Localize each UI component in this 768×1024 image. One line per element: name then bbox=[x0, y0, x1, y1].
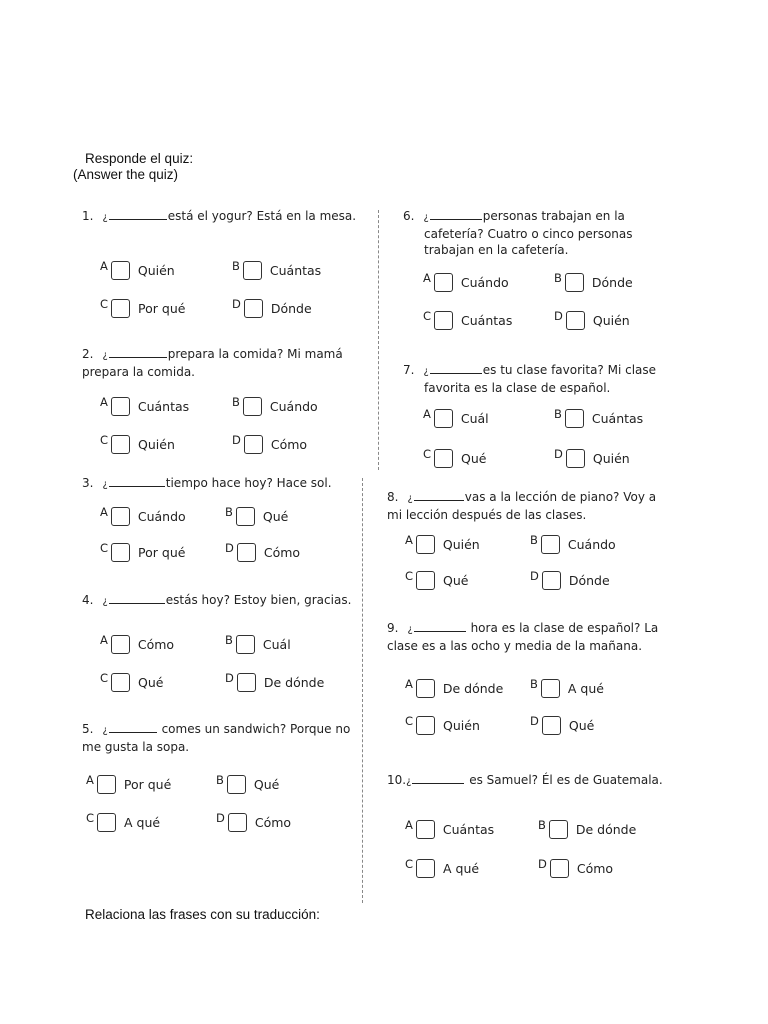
option-label: Cuántas bbox=[591, 410, 644, 426]
question-number: 6. bbox=[403, 209, 415, 223]
option-label: Qué bbox=[262, 508, 289, 524]
question-2 bbox=[82, 346, 372, 380]
answer-checkbox[interactable] bbox=[236, 507, 255, 526]
option-letter: B bbox=[225, 505, 233, 519]
question-text-line1: prepara la comida? Mi mamá bbox=[167, 347, 343, 361]
question-text-line1: hora es la clase de español? La bbox=[466, 621, 659, 635]
option-label: Cuándo bbox=[137, 508, 186, 524]
question-8 bbox=[387, 489, 677, 523]
option-label: Quién bbox=[442, 536, 480, 552]
option-label: Cómo bbox=[270, 436, 308, 452]
option-d[interactable] bbox=[216, 810, 291, 834]
answer-blank bbox=[109, 475, 165, 487]
answer-checkbox[interactable] bbox=[244, 299, 263, 318]
question-text bbox=[387, 620, 677, 638]
option-a[interactable] bbox=[405, 532, 480, 556]
question-1 bbox=[82, 208, 372, 226]
answer-blank bbox=[430, 362, 482, 374]
question-text-line1: tiempo hace hoy? Hace sol. bbox=[165, 476, 332, 490]
answer-checkbox[interactable] bbox=[550, 859, 569, 878]
question-number: 9. bbox=[387, 621, 399, 635]
question-number: 3. bbox=[82, 476, 94, 490]
option-c[interactable] bbox=[86, 810, 160, 834]
option-c[interactable] bbox=[100, 670, 163, 694]
question-text bbox=[403, 362, 693, 380]
instructions-english: (Answer the quiz) bbox=[73, 167, 179, 182]
answer-checkbox[interactable] bbox=[244, 435, 263, 454]
question-text-line2: cafetería? Cuatro o cinco personas bbox=[424, 227, 633, 241]
question-text bbox=[82, 721, 372, 739]
question-text bbox=[82, 208, 372, 226]
option-letter: B bbox=[225, 633, 233, 647]
inverted-question-mark: ¿ bbox=[102, 725, 108, 736]
answer-checkbox[interactable] bbox=[227, 775, 246, 794]
option-a[interactable] bbox=[405, 817, 494, 841]
option-a[interactable] bbox=[100, 258, 175, 282]
option-letter: B bbox=[232, 395, 240, 409]
option-letter: A bbox=[405, 677, 413, 691]
option-label: Qué bbox=[568, 717, 595, 733]
option-label: Cómo bbox=[254, 814, 292, 830]
option-letter: C bbox=[100, 671, 109, 685]
option-d[interactable] bbox=[530, 568, 610, 592]
option-letter: D bbox=[554, 309, 563, 323]
option-letter: D bbox=[554, 447, 563, 461]
answer-checkbox[interactable] bbox=[111, 435, 130, 454]
option-b[interactable] bbox=[225, 632, 291, 656]
option-letter: D bbox=[216, 811, 225, 825]
option-letter: D bbox=[232, 433, 241, 447]
option-c[interactable] bbox=[405, 568, 468, 592]
answer-checkbox[interactable] bbox=[416, 859, 435, 878]
option-label: A qué bbox=[124, 814, 161, 830]
option-letter: B bbox=[232, 259, 240, 273]
option-letter: A bbox=[423, 271, 431, 285]
question-number: 4. bbox=[82, 593, 94, 607]
option-letter: C bbox=[405, 857, 414, 871]
option-d[interactable] bbox=[232, 432, 307, 456]
question-text bbox=[82, 346, 372, 364]
answer-blank bbox=[414, 620, 466, 632]
option-d[interactable] bbox=[225, 540, 300, 564]
option-a[interactable] bbox=[100, 394, 189, 418]
option-letter: D bbox=[225, 541, 234, 555]
answer-checkbox[interactable] bbox=[111, 635, 130, 654]
answer-checkbox[interactable] bbox=[228, 813, 247, 832]
option-a[interactable] bbox=[423, 406, 489, 430]
answer-checkbox[interactable] bbox=[566, 311, 585, 330]
option-letter: B bbox=[554, 271, 562, 285]
inverted-question-mark: ¿ bbox=[102, 479, 108, 490]
question-text-line1: comes un sandwich? Porque no bbox=[157, 722, 351, 736]
option-c[interactable] bbox=[100, 540, 185, 564]
option-letter: A bbox=[100, 259, 108, 273]
option-label: Cuándo bbox=[460, 274, 509, 290]
answer-checkbox[interactable] bbox=[236, 635, 255, 654]
option-letter: D bbox=[232, 297, 241, 311]
answer-checkbox[interactable] bbox=[111, 673, 130, 692]
option-b[interactable] bbox=[232, 258, 321, 282]
question-9 bbox=[387, 620, 677, 654]
instructions-spanish: Responde el quiz: bbox=[85, 151, 194, 166]
option-label: Cuántas bbox=[461, 312, 513, 328]
option-c[interactable] bbox=[100, 432, 175, 456]
option-b[interactable] bbox=[530, 676, 604, 700]
option-letter: C bbox=[405, 714, 414, 728]
answer-checkbox[interactable] bbox=[237, 543, 256, 562]
answer-checkbox[interactable] bbox=[237, 673, 256, 692]
answer-checkbox[interactable] bbox=[565, 409, 584, 428]
option-label: Cuándo bbox=[567, 536, 616, 552]
option-d[interactable] bbox=[232, 296, 312, 320]
inverted-question-mark: ¿ bbox=[406, 776, 412, 787]
option-letter: B bbox=[530, 677, 538, 691]
option-letter: A bbox=[423, 407, 431, 421]
answer-checkbox[interactable] bbox=[111, 543, 130, 562]
question-number: 2. bbox=[82, 347, 94, 361]
option-label: Cómo bbox=[576, 860, 614, 876]
answer-blank bbox=[109, 592, 165, 604]
option-label: Por qué bbox=[138, 544, 186, 560]
option-letter: A bbox=[86, 773, 94, 787]
answer-checkbox[interactable] bbox=[416, 571, 435, 590]
option-label: Quién bbox=[592, 312, 630, 328]
question-6 bbox=[403, 208, 693, 258]
option-a[interactable] bbox=[405, 676, 503, 700]
inverted-question-mark: ¿ bbox=[407, 493, 413, 504]
option-letter: A bbox=[100, 633, 108, 647]
option-label: Qué bbox=[443, 572, 469, 588]
option-d[interactable] bbox=[554, 446, 630, 470]
answer-checkbox[interactable] bbox=[243, 397, 262, 416]
option-label: Cómo bbox=[263, 544, 301, 560]
question-number: 8. bbox=[387, 490, 399, 504]
option-label: Dónde bbox=[591, 274, 633, 290]
question-text-line2: clase es a las ocho y media de la mañana. bbox=[387, 639, 643, 653]
question-10 bbox=[387, 772, 677, 790]
question-text-line1: personas trabajan en la bbox=[482, 209, 625, 223]
option-letter: C bbox=[100, 297, 109, 311]
answer-checkbox[interactable] bbox=[416, 820, 435, 839]
question-number: 5. bbox=[82, 722, 94, 736]
question-text-line1: es tu clase favorita? Mi clase bbox=[482, 363, 657, 377]
option-letter: A bbox=[405, 533, 413, 547]
option-letter: C bbox=[100, 433, 109, 447]
answer-checkbox[interactable] bbox=[434, 311, 453, 330]
question-text-line2: me gusta la sopa. bbox=[82, 740, 190, 754]
answer-checkbox[interactable] bbox=[434, 409, 453, 428]
option-label: Por qué bbox=[138, 300, 186, 316]
answer-checkbox[interactable] bbox=[416, 716, 435, 735]
question-text-line3: trabajan en la cafetería. bbox=[424, 243, 569, 257]
option-label: Quién bbox=[443, 717, 480, 733]
option-label: Cómo bbox=[137, 636, 175, 652]
answer-blank bbox=[412, 772, 464, 784]
option-label: Qué bbox=[253, 776, 280, 792]
option-c[interactable] bbox=[423, 446, 486, 470]
option-label: Quién bbox=[138, 436, 175, 452]
answer-checkbox[interactable] bbox=[111, 299, 130, 318]
question-text bbox=[387, 772, 677, 790]
option-label: Cuál bbox=[460, 410, 489, 426]
answer-checkbox[interactable] bbox=[111, 397, 130, 416]
answer-checkbox[interactable] bbox=[434, 449, 453, 468]
option-letter: C bbox=[405, 569, 414, 583]
column-divider-lower bbox=[362, 478, 363, 903]
inverted-question-mark: ¿ bbox=[423, 366, 429, 377]
option-letter: B bbox=[538, 818, 546, 832]
answer-checkbox[interactable] bbox=[97, 775, 116, 794]
question-text bbox=[387, 489, 677, 507]
question-number: 10. bbox=[387, 773, 407, 787]
question-text bbox=[82, 592, 372, 610]
inverted-question-mark: ¿ bbox=[102, 212, 108, 223]
option-d[interactable] bbox=[554, 308, 630, 332]
question-7 bbox=[403, 362, 693, 396]
option-d[interactable] bbox=[530, 713, 594, 737]
option-d[interactable] bbox=[225, 670, 324, 694]
answer-checkbox[interactable] bbox=[111, 261, 130, 280]
option-letter: B bbox=[530, 533, 538, 547]
question-text-line1: es Samuel? Él es de Guatemala. bbox=[465, 773, 663, 787]
option-d[interactable] bbox=[538, 856, 613, 880]
option-label: Dónde bbox=[270, 300, 312, 316]
option-label: Qué bbox=[138, 674, 164, 690]
answer-checkbox[interactable] bbox=[549, 820, 568, 839]
answer-checkbox[interactable] bbox=[541, 535, 560, 554]
question-text-line2: mi lección después de las clases. bbox=[387, 508, 587, 522]
question-3 bbox=[82, 475, 372, 493]
option-label: De dónde bbox=[575, 821, 637, 837]
question-number: 7. bbox=[403, 363, 415, 377]
option-label: Quién bbox=[592, 450, 630, 466]
option-label: Cuándo bbox=[269, 398, 318, 414]
option-b[interactable] bbox=[232, 394, 318, 418]
option-b[interactable] bbox=[538, 817, 636, 841]
option-letter: D bbox=[225, 671, 234, 685]
answer-checkbox[interactable] bbox=[243, 261, 262, 280]
answer-checkbox[interactable] bbox=[97, 813, 116, 832]
answer-checkbox[interactable] bbox=[111, 507, 130, 526]
option-label: De dónde bbox=[263, 674, 325, 690]
question-text bbox=[82, 475, 372, 493]
option-a[interactable] bbox=[100, 504, 186, 528]
column-divider bbox=[378, 210, 379, 470]
option-c[interactable] bbox=[100, 296, 185, 320]
option-letter: C bbox=[86, 811, 95, 825]
option-c[interactable] bbox=[405, 856, 479, 880]
option-letter: C bbox=[423, 309, 432, 323]
option-a[interactable] bbox=[86, 772, 171, 796]
answer-checkbox[interactable] bbox=[416, 535, 435, 554]
option-letter: C bbox=[100, 541, 109, 555]
answer-blank bbox=[414, 489, 464, 501]
answer-checkbox[interactable] bbox=[416, 679, 435, 698]
option-c[interactable] bbox=[423, 308, 512, 332]
answer-blank bbox=[109, 208, 167, 220]
option-label: Por qué bbox=[123, 776, 172, 792]
answer-checkbox[interactable] bbox=[541, 679, 560, 698]
answer-blank bbox=[109, 346, 167, 358]
inverted-question-mark: ¿ bbox=[423, 212, 429, 223]
question-number: 1. bbox=[82, 209, 94, 223]
option-label: A qué bbox=[443, 860, 480, 876]
answer-checkbox[interactable] bbox=[434, 273, 453, 292]
question-4 bbox=[82, 592, 372, 610]
option-label: Dónde bbox=[568, 572, 610, 588]
answer-checkbox[interactable] bbox=[566, 449, 585, 468]
option-letter: C bbox=[423, 447, 432, 461]
option-b[interactable] bbox=[530, 532, 616, 556]
option-label: Cuál bbox=[262, 636, 291, 652]
option-b[interactable] bbox=[554, 406, 643, 430]
option-letter: D bbox=[530, 714, 539, 728]
option-label: Cuántas bbox=[269, 262, 322, 278]
option-label: Cuántas bbox=[137, 398, 190, 414]
answer-checkbox[interactable] bbox=[542, 571, 561, 590]
option-b[interactable] bbox=[225, 504, 288, 528]
option-letter: A bbox=[405, 818, 413, 832]
option-b[interactable] bbox=[216, 772, 279, 796]
option-a[interactable] bbox=[100, 632, 174, 656]
question-text-line2: favorita es la clase de español. bbox=[424, 381, 611, 395]
answer-checkbox[interactable] bbox=[542, 716, 561, 735]
question-text-line1: está el yogur? Está en la mesa. bbox=[167, 209, 357, 223]
option-a[interactable] bbox=[423, 270, 509, 294]
question-text-line1: estás hoy? Estoy bien, gracias. bbox=[165, 593, 352, 607]
answer-blank bbox=[430, 208, 482, 220]
answer-blank bbox=[109, 721, 157, 733]
option-letter: B bbox=[554, 407, 562, 421]
option-label: Quién bbox=[137, 262, 175, 278]
inverted-question-mark: ¿ bbox=[407, 624, 413, 635]
question-text-line1: vas a la lección de piano? Voy a bbox=[464, 490, 657, 504]
option-letter: D bbox=[538, 857, 547, 871]
option-c[interactable] bbox=[405, 713, 480, 737]
option-letter: A bbox=[100, 505, 108, 519]
question-text bbox=[403, 208, 693, 226]
option-label: A qué bbox=[567, 680, 604, 696]
answer-checkbox[interactable] bbox=[565, 273, 584, 292]
option-label: De dónde bbox=[442, 680, 504, 696]
option-letter: D bbox=[530, 569, 539, 583]
inverted-question-mark: ¿ bbox=[102, 596, 108, 607]
option-label: Qué bbox=[461, 450, 487, 466]
option-letter: B bbox=[216, 773, 224, 787]
option-b[interactable] bbox=[554, 270, 633, 294]
question-5 bbox=[82, 721, 372, 755]
matching-instructions: Relaciona las frases con su traducción: bbox=[85, 907, 320, 922]
option-letter: A bbox=[100, 395, 108, 409]
question-text-line2: prepara la comida. bbox=[82, 365, 195, 379]
inverted-question-mark: ¿ bbox=[102, 350, 108, 361]
option-label: Cuántas bbox=[442, 821, 495, 837]
